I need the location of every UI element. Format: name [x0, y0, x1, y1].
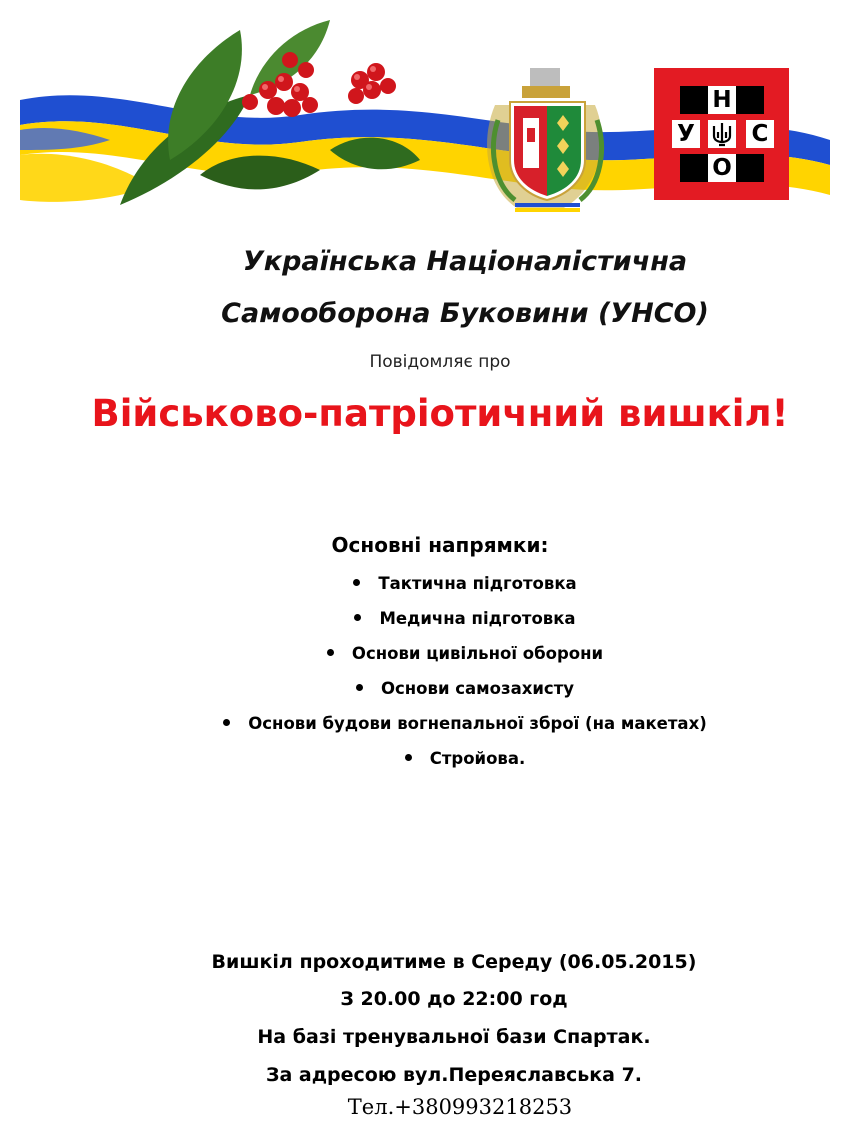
- bullet-icon: [405, 754, 412, 761]
- directions-list: [0, 571, 845, 781]
- announces-text: Повідомляє про: [369, 352, 511, 372]
- headline: Військово-патріотичний вишкіл!: [91, 392, 789, 435]
- bullet-icon: [327, 649, 334, 656]
- time-line: З 20.00 до 22:00 год: [340, 988, 568, 1010]
- bullet-icon: [223, 719, 230, 726]
- organization-line-1: Українська Націоналістична: [242, 246, 688, 277]
- chernivtsi-coat-of-arms-icon: [487, 68, 602, 210]
- bullet-icon: [353, 579, 360, 586]
- bullet-icon: [354, 614, 361, 621]
- direction-item: Основи будови вогнепальної зброї (на макетах): [0, 711, 845, 746]
- organization-line-2: Самооборона Буковини (УНСО): [221, 298, 709, 329]
- trident-icon: [708, 120, 736, 148]
- directions-title: Основні напрямки:: [331, 533, 549, 557]
- unso-letter-right: С: [746, 120, 774, 148]
- date-line: Вишкіл проходитиме в Середу (06.05.2015): [211, 951, 697, 973]
- direction-item: Стройова.: [0, 746, 845, 781]
- unso-letter-top: Н: [708, 86, 736, 114]
- address-line: За адресою вул.Переяславська 7.: [265, 1064, 643, 1086]
- phone-line: Тел.+380993218253: [347, 1095, 573, 1119]
- direction-item: Тактична підготовка: [0, 571, 845, 606]
- direction-item: Основи самозахисту: [0, 676, 845, 711]
- unso-letter-left: У: [672, 120, 700, 148]
- place-line: На базі тренувальної бази Спартак.: [257, 1026, 651, 1048]
- bullet-icon: [356, 684, 363, 691]
- direction-item: Медична підготовка: [0, 606, 845, 641]
- direction-item: Основи цивільної оборони: [0, 641, 845, 676]
- unso-letter-bottom: О: [708, 154, 736, 182]
- unso-logo: [654, 68, 789, 200]
